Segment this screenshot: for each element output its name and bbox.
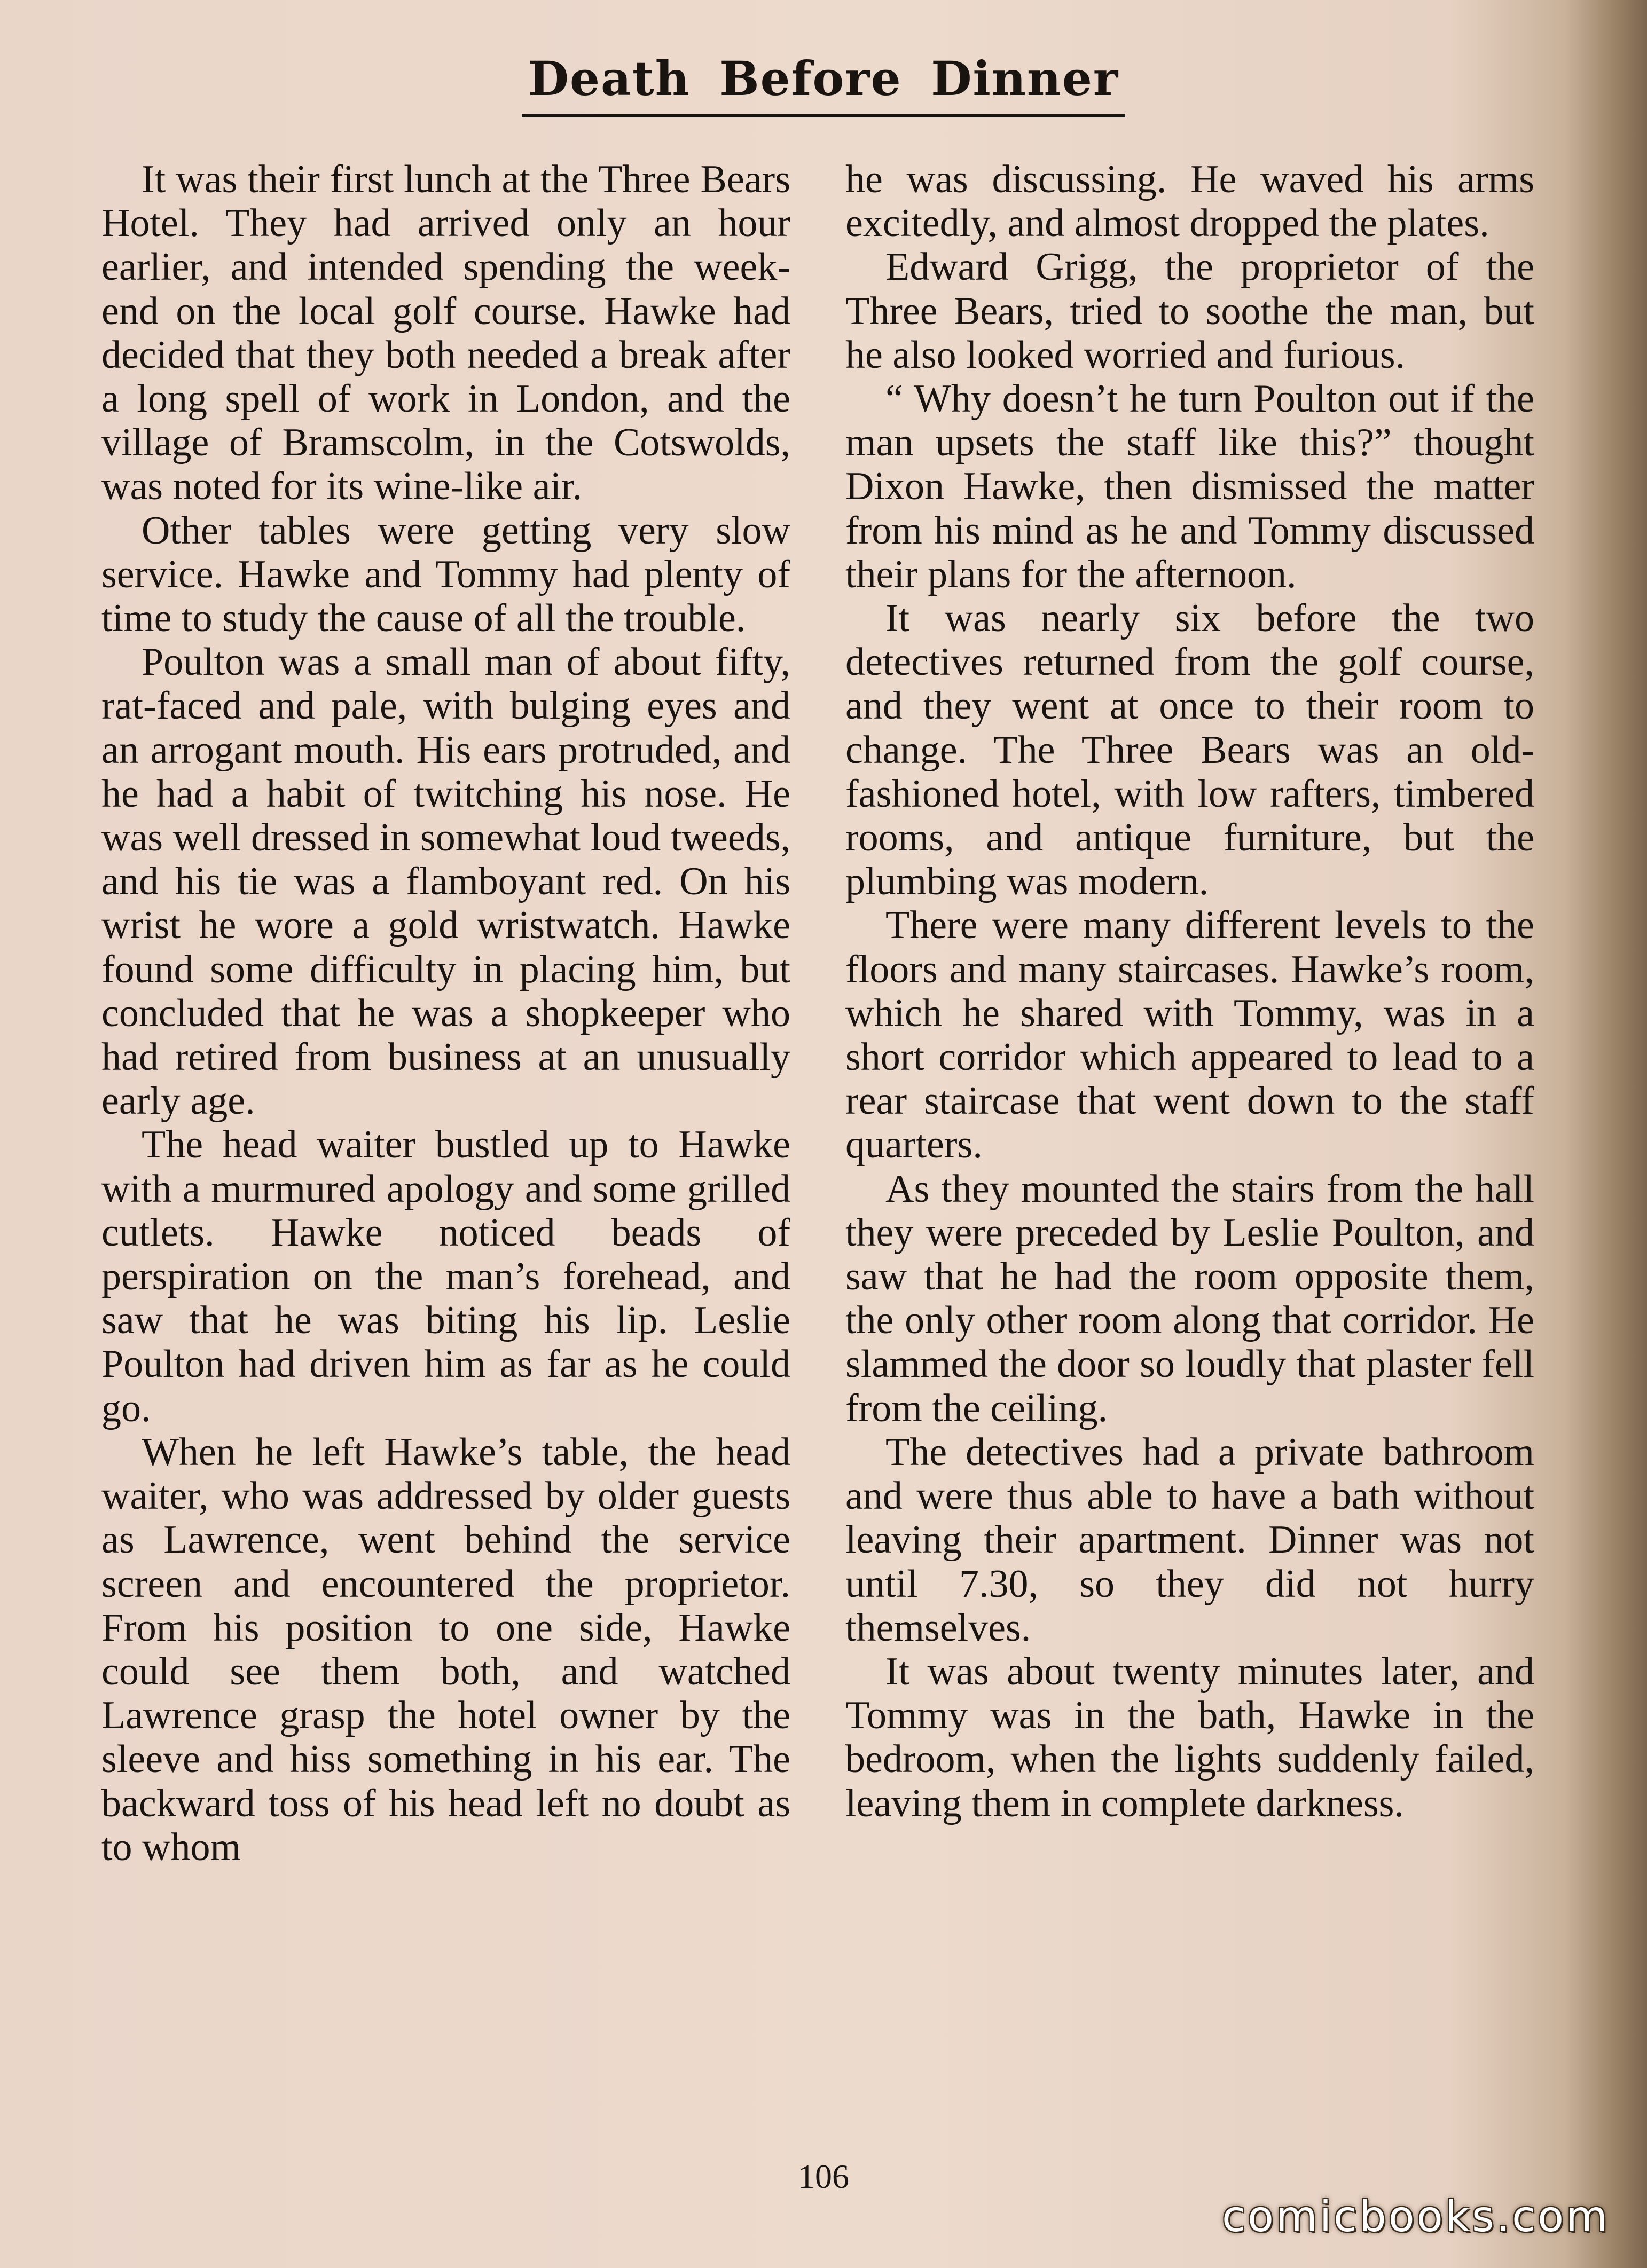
paragraph-continued: he was discussing. He waved his arms excitedly, and almost dropped the plates. [845, 158, 1534, 246]
header [0, 51, 1647, 117]
paragraph: Other tables were getting very slow service. Hawke and Tommy had plenty of time to study the cause of all the trouble. [101, 508, 790, 641]
paragraph: The head waiter bustled up to Hawke with a murmured apology and some grilled cutlets. Hawke noticed beads of perspiration on the man’s forehead, and saw that he was biting his lip. Leslie Poulton had driven him as far as he could go. [101, 1123, 790, 1430]
right-column [845, 158, 1534, 1825]
paragraph: It was about twenty minutes later, and Tommy was in the bath, Hawke in the bedroom, when the lights suddenly failed, leaving them in complete darkness. [845, 1649, 1534, 1825]
paragraph: Poulton was a small man of about fifty, rat-faced and pale, with bulging eyes and an arrogant mouth. His ears protruded, and he had a habit of twitching his nose. He was well dressed in somewhat loud tweeds, and his tie was a flamboyant red. On his wrist he wore a gold wristwatch. Hawke found some difficulty in placing him, but concluded that he was a shopkeeper who had retired from business at an unusually early age. [101, 640, 790, 1123]
paragraph: It was their first lunch at the Three Bears Hotel. They had arrived only an hour earlier, and intended spending the week-end on the local golf course. Hawke had decided that they both needed a break after a long spell of work in London, and the village of Bramscolm, in the Cotswolds, was noted for its wine-like air. [101, 158, 790, 509]
watermark: comicbooks.com [1221, 2192, 1610, 2241]
left-column [101, 158, 790, 1869]
page-number: 106 [798, 2157, 849, 2195]
story-title: Death Before Dinner [522, 51, 1126, 117]
paragraph: It was nearly six before the two detectives returned from the golf course, and they went at once to their room to change. The Three Bears was an old-fashioned hotel, with low rafters, timbered rooms, and antique furniture, but the plumbing was modern. [845, 596, 1534, 904]
paragraph: Edward Grigg, the proprietor of the Three Bears, tried to soothe the man, but he also looked worried and furious. [845, 245, 1534, 377]
paragraph: “ Why doesn’t he turn Poulton out if the man upsets the staff like this?” thought Dixon Hawke, then dismissed the matter from his mind as he and Tommy discussed their plans for the afternoon. [845, 377, 1534, 596]
paragraph: When he left Hawke’s table, the head waiter, who was addressed by older guests as Lawrence, went behind the service screen and encountered the proprietor. From his position to one side, Hawke could see them both, and watched Lawrence grasp the hotel owner by the sleeve and hiss something in his ear. The backward toss of his head left no doubt as to whom [101, 1430, 790, 1869]
paragraph: As they mounted the stairs from the hall they were preceded by Leslie Poulton, and saw that he had the room opposite them, the only other room along that corridor. He slammed the door so loudly that plaster fell from the ceiling. [845, 1167, 1534, 1430]
paragraph: The detectives had a private bathroom and were thus able to have a bath without leaving their apartment. Dinner was not until 7.30, so they did not hurry themselves. [845, 1430, 1534, 1650]
paragraph: There were many different levels to the floors and many staircases. Hawke’s room, which he shared with Tommy, was in a short corridor which appeared to lead to a rear staircase that went down to the staff quarters. [845, 903, 1534, 1167]
